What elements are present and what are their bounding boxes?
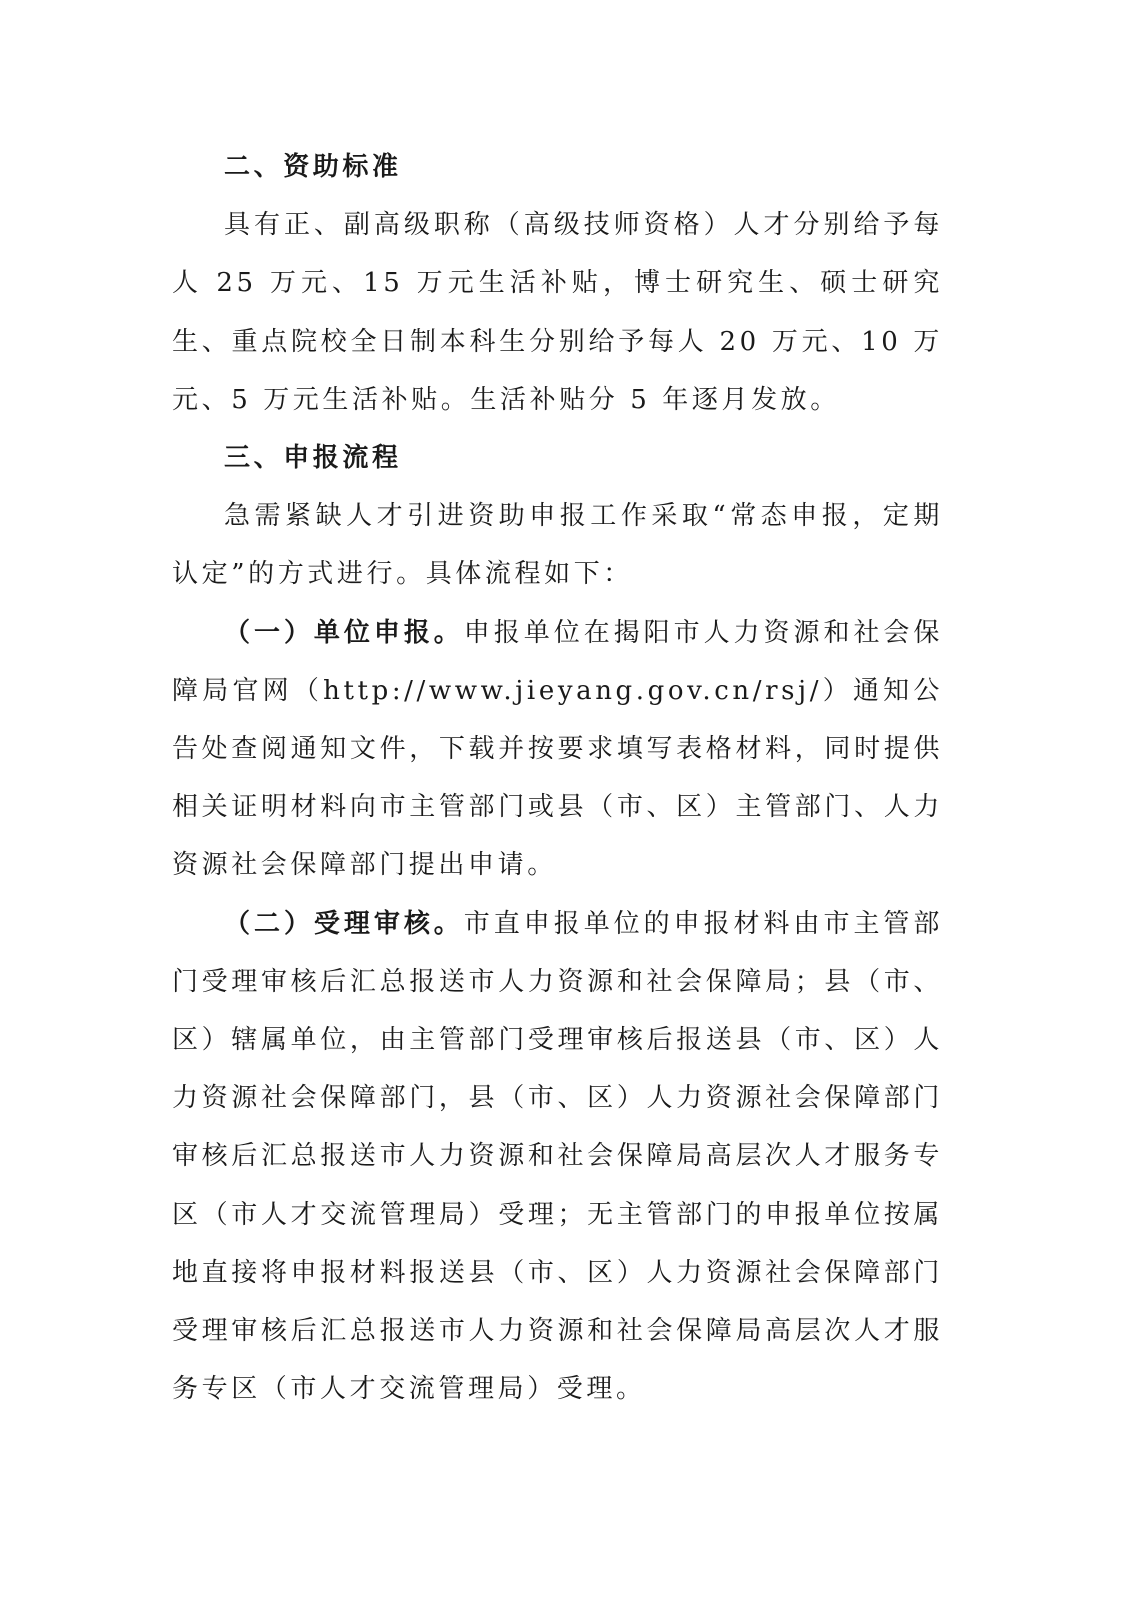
section-heading-funding-standard: 二、资助标准 — [224, 152, 402, 182]
step-2-text: 市直申报单位的申报材料由市主管部门受理审核后汇总报送市人力资源和社会保障局；县（市、区）辖属单位，由主管部门受理审核后报送县（市、区）人力资源社会保障部门，县（市、区）人力资源社会保障部门审核后汇总报送市人力资源和社会保障局高层次人才服务专区（市人才交流管理局）受理；无主管部门的申报单位按属地直接将申报材料报送县（市、区）人力资源社会保障部门受理审核后汇总报送市人力资源和社会保障局高层次人才服务专区（市人才交流管理局）受理。 — [172, 908, 943, 1405]
step-1-text: 申报单位在揭阳市人力资源和社会保障局官网（http://www.jieyang.gov.cn/rsj/）通知公告处查阅通知文件，下载并按要求填写表格材料，同时提供相关证明材料向市主管部门或县（市、区）主管部门、人力资源社会保障部门提出申请。 — [172, 617, 943, 881]
paragraph-funding-standard: 具有正、副高级职称（高级技师资格）人才分别给予每人 25 万元、15 万元生活补贴，博士研究生、硕士研究生、重点院校全日制本科生分别给予每人 20 万元、10 万元、5 万元生活补贴。生活补贴分 5 年逐月发放。 — [172, 210, 943, 415]
paragraph-step-unit-application — [172, 604, 943, 895]
document-body — [172, 138, 943, 1418]
section-heading-application-process: 三、申报流程 — [224, 443, 402, 474]
step-2-lead: （二）受理审核。 — [224, 908, 464, 939]
paragraph-step-review — [172, 895, 943, 1419]
paragraph-process-intro: 急需紧缺人才引进资助申报工作采取“常态申报，定期认定”的方式进行。具体流程如下： — [172, 501, 943, 590]
step-1-lead: （一）单位申报。 — [224, 617, 464, 648]
